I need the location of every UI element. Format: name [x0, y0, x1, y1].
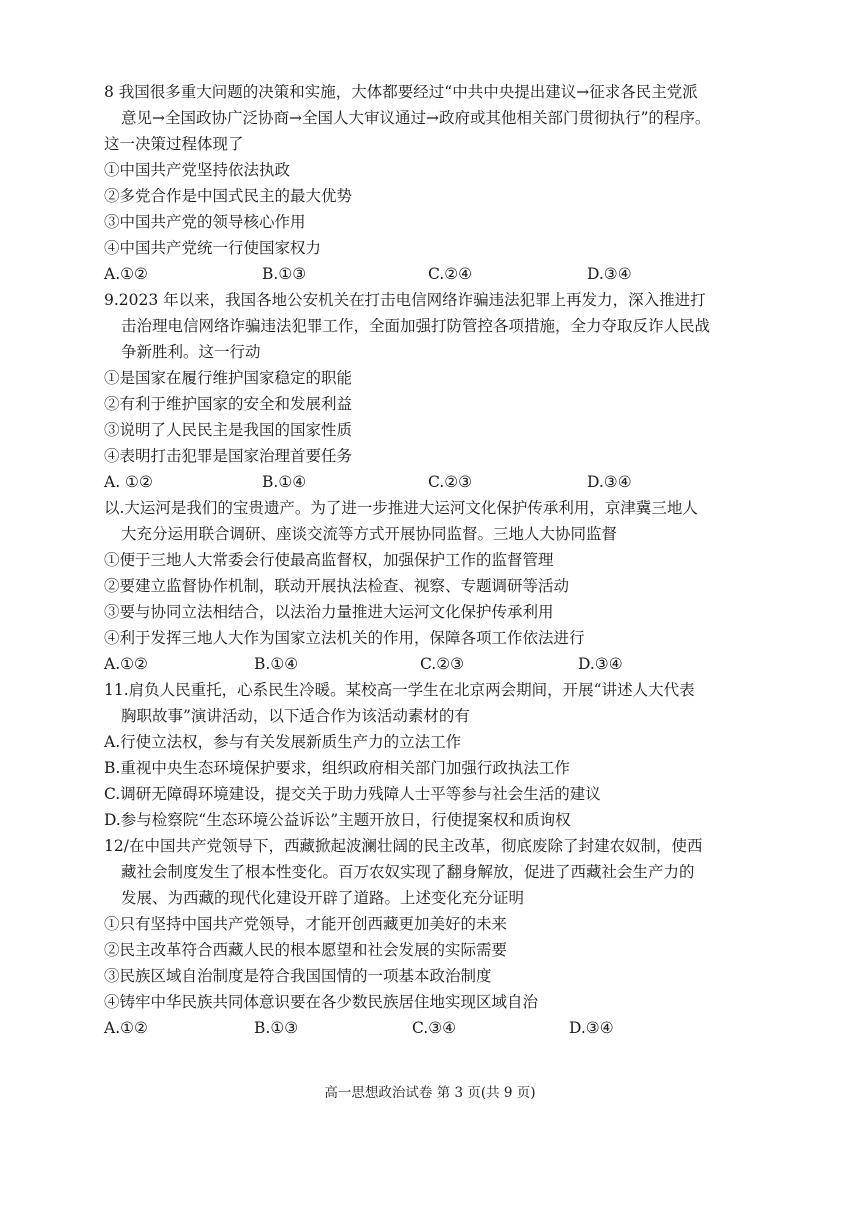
question-12-statement-3: ③民族区域自治制度是符合我国国情的一项基本政治制度 [104, 967, 492, 985]
option-a: A. ①② [104, 473, 153, 491]
option-a: A.①② [104, 265, 148, 283]
option-b: B.①④ [262, 473, 307, 491]
question-10-statement-4: ④利于发挥三地人大作为国家立法机关的作用，保障各项工作依法进行 [104, 629, 585, 647]
option-a: A.①② [104, 655, 148, 673]
question-12-options [0, 1018, 860, 1038]
question-8-stem-line-2: 意见→全国政协广泛协商→全国人大审议通过→政府或其他相关部门贯彻执行”的程序。 [121, 109, 711, 127]
question-12-stem-line-1: 12/在中国共产党领导下，西藏掀起波澜壮阔的民主改革，彻底废除了封建农奴制，使西 [104, 837, 703, 855]
question-9-statement-3: ③说明了人民民主是我国的国家性质 [104, 421, 353, 439]
question-8-options [0, 264, 860, 284]
question-10-options [0, 654, 860, 674]
question-12-statement-4: ④铸牢中华民族共同体意识要在各少数民族居住地实现区域自治 [104, 993, 539, 1011]
question-10-statement-2: ②要建立监督协作机制，联动开展执法检查、视察、专题调研等活动 [104, 577, 570, 595]
question-8-statement-3: ③中国共产党的领导核心作用 [104, 213, 306, 231]
option-b: B.①③ [262, 265, 307, 283]
question-8-statement-1: ①中国共产党坚持依法执政 [104, 161, 291, 179]
question-9-stem-line-1: 9.2023 年以来，我国各地公安机关在打击电信网络诈骗违法犯罪上再发力，深入推进打 [104, 291, 706, 309]
option-d: D.③④ [569, 1019, 614, 1037]
question-11-stem-line-2: 胸职故事”演讲活动，以下适合作为该活动素材的有 [121, 707, 470, 725]
question-12-stem-line-3: 发展、为西藏的现代化建设开辟了道路。上述变化充分证明 [121, 889, 525, 907]
question-9-statement-4: ④表明打击犯罪是国家治理首要任务 [104, 447, 353, 465]
question-12-statement-1: ①只有坚持中国共产党领导，才能开创西藏更加美好的未来 [104, 915, 508, 933]
question-10-stem-line-2: 大充分运用联合调研、座谈交流等方式开展协同监督。三地人大协同监督 [121, 525, 618, 543]
option-b: B.①④ [254, 655, 299, 673]
question-11-option-b: B.重视中央生态环境保护要求，组织政府相关部门加强行政执法工作 [104, 759, 570, 777]
question-11-stem-line-1: 11.肩负人民重托，心系民生冷暖。某校高一学生在北京两会期间，开展“讲述人大代表 [104, 681, 695, 699]
option-b: B.①③ [254, 1019, 299, 1037]
option-a: A.①② [104, 1019, 148, 1037]
question-10-statement-1: ①便于三地人大常委会行使最高监督权，加强保护工作的监督管理 [104, 551, 554, 569]
question-8-statement-2: ②多党合作是中国式民主的最大优势 [104, 187, 353, 205]
option-c: C.②③ [420, 655, 465, 673]
question-10-stem-line-1: 以.大运河是我们的宝贵遗产。为了进一步推进大运河文化保护传承利用，京津冀三地人 [104, 499, 698, 517]
question-11-option-c: C.调研无障碍环境建设，提交关于助力残障人士平等参与社会生活的建议 [104, 785, 601, 803]
question-9-stem-line-3: 争新胜利。这一行动 [121, 343, 261, 361]
question-9-statement-1: ①是国家在履行维护国家稳定的职能 [104, 369, 353, 387]
option-d: D.③④ [587, 473, 632, 491]
question-8-stem-line-3: 这一决策过程体现了 [104, 135, 244, 153]
question-12-statement-2: ②民主改革符合西藏人民的根本愿望和社会发展的实际需要 [104, 941, 508, 959]
question-8-statement-4: ④中国共产党统一行使国家权力 [104, 239, 322, 257]
page-footer: 高一思想政治试卷 第 3 页(共 9 页) [324, 1085, 536, 1101]
option-d: D.③④ [578, 655, 623, 673]
question-12-stem-line-2: 藏社会制度发生了根本性变化。百万农奴实现了翻身解放，促进了西藏社会生产力的 [121, 863, 695, 881]
question-9-options [0, 472, 860, 492]
option-d: D.③④ [587, 265, 632, 283]
option-c: C.②③ [428, 473, 473, 491]
question-11-option-a: A.行使立法权，参与有关发展新质生产力的立法工作 [104, 733, 462, 751]
question-10-statement-3: ③要与协同立法相结合，以法治力量推进大运河文化保护传承利用 [104, 603, 554, 621]
option-c: C.③④ [412, 1019, 457, 1037]
question-9-statement-2: ②有利于维护国家的安全和发展利益 [104, 395, 353, 413]
question-11-option-d: D.参与检察院“生态环境公益诉讼”主题开放日，行使提案权和质询权 [104, 811, 571, 829]
question-9-stem-line-2: 击治理电信网络诈骗违法犯罪工作，全面加强打防管控各项措施，全力夺取反诈人民战 [121, 317, 711, 335]
option-c: C.②④ [428, 265, 473, 283]
question-8-stem-line-1: 8 我国很多重大问题的决策和实施，大体都要经过“中共中央提出建议→征求各民主党派 [104, 83, 698, 101]
